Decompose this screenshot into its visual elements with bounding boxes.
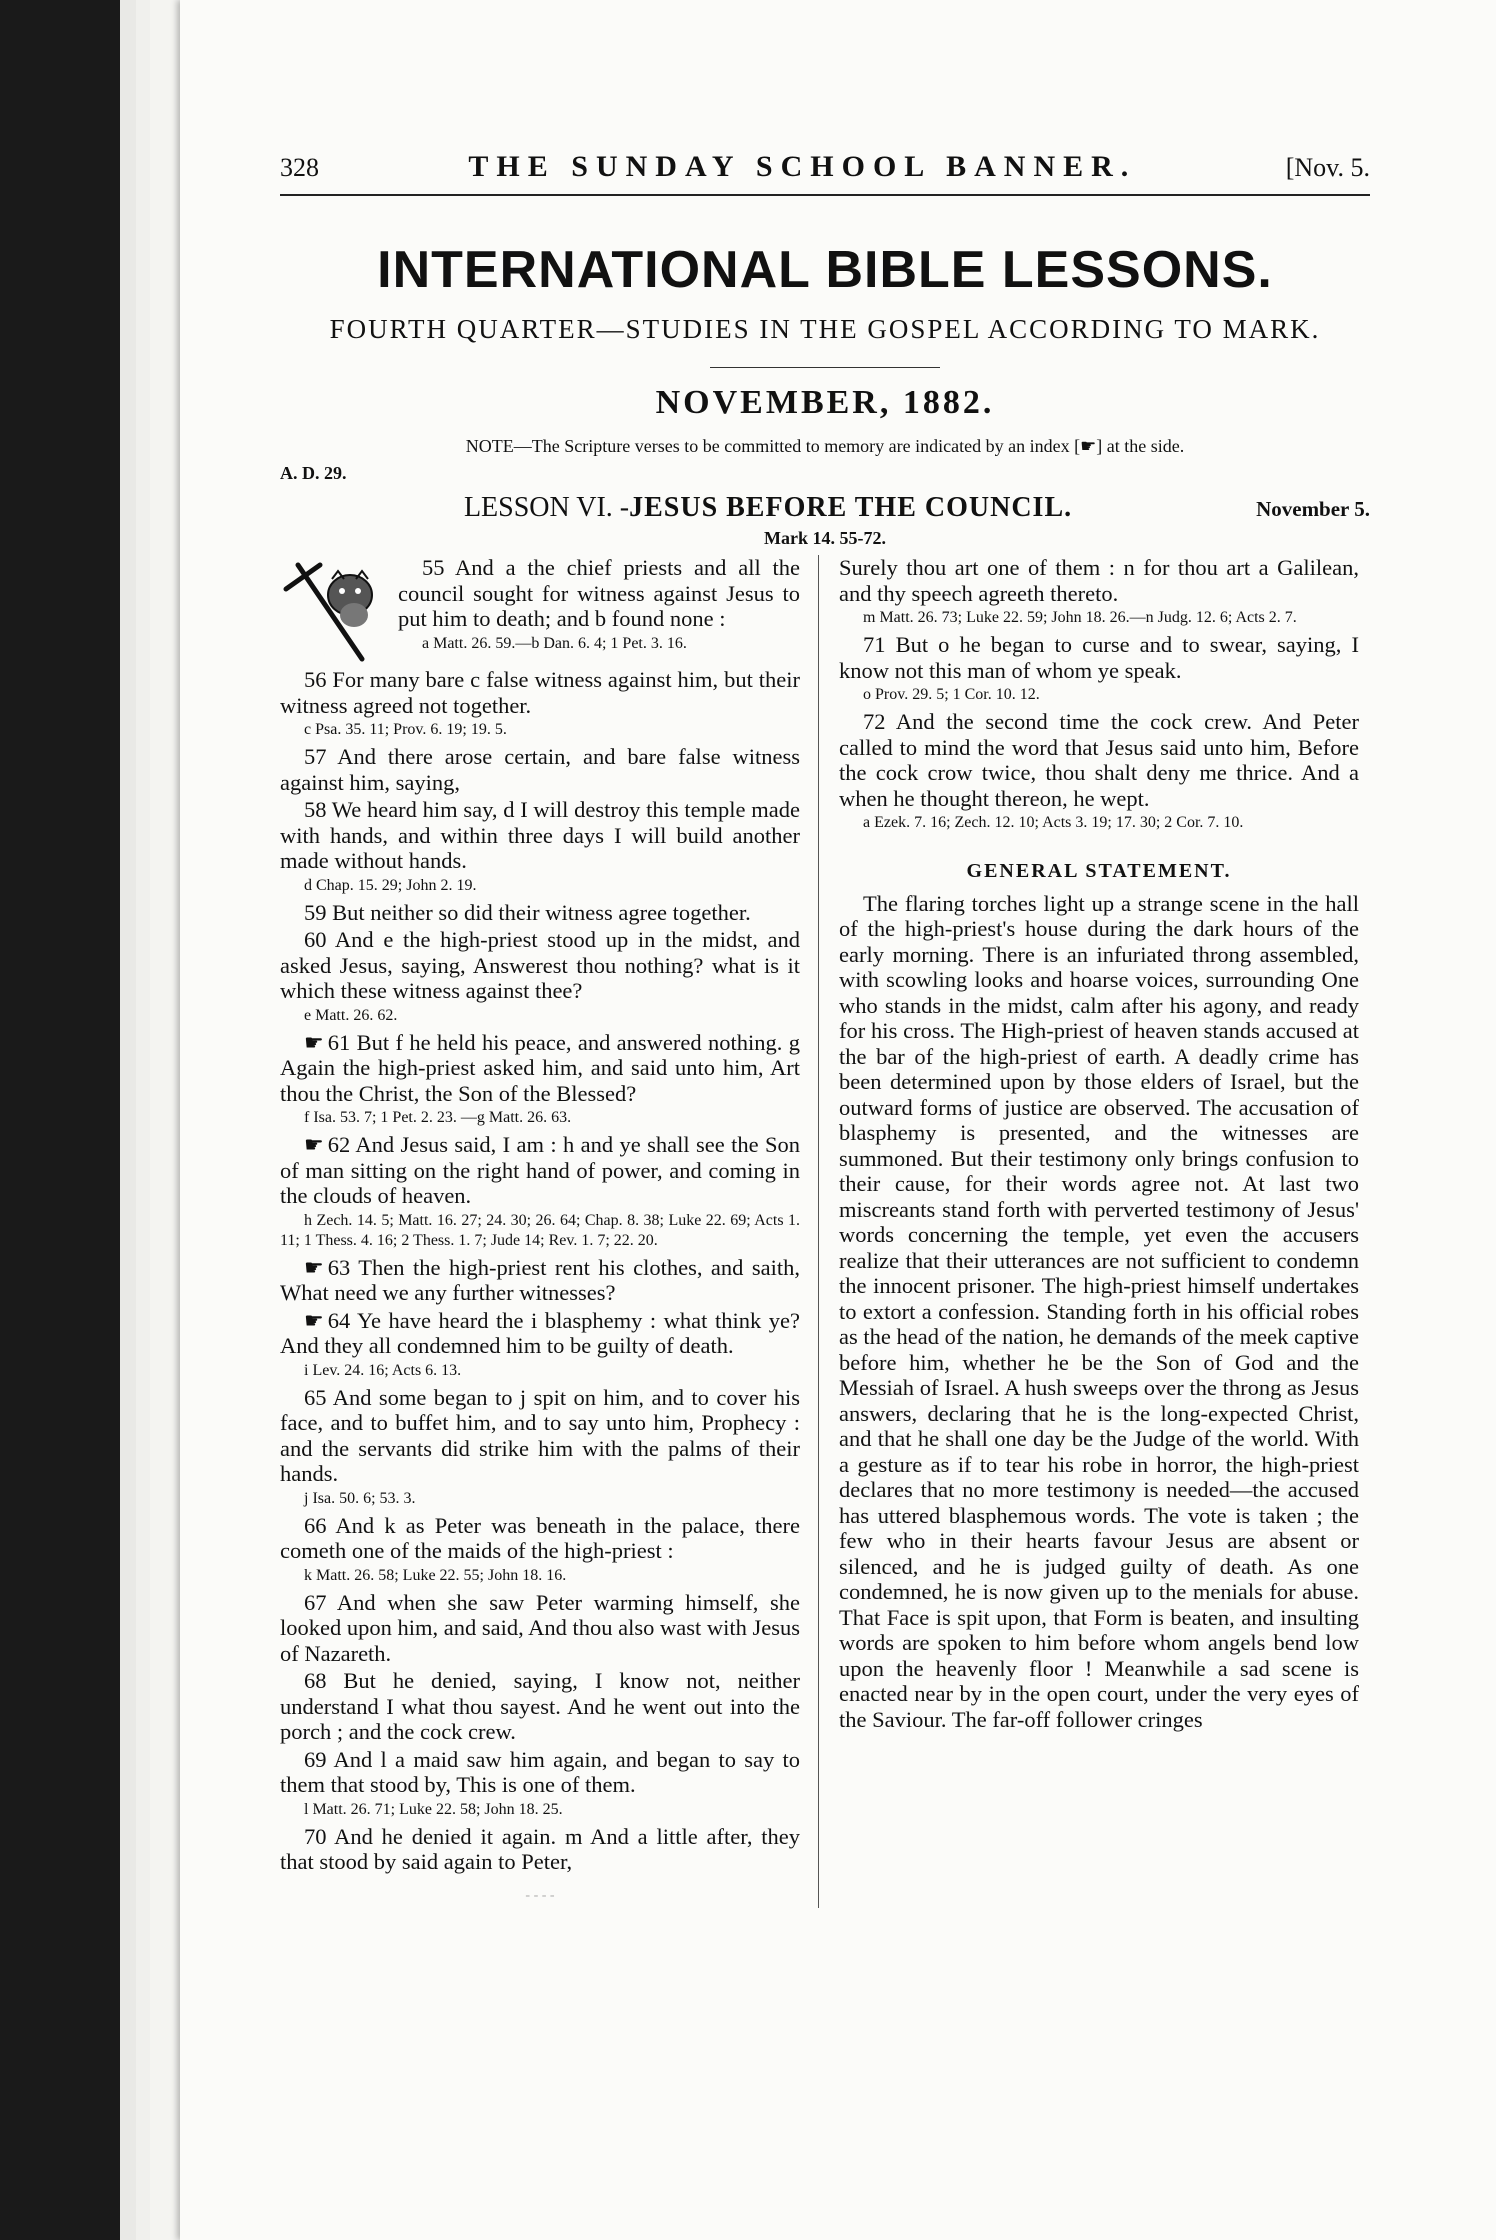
verse-72: 72 And the second time the cock crew. And Peter called to mind the word that Jesus said unto him, Before the cock crow twice, thou shalt deny me thrice. And a when he thought thereon, he wept. <box>839 709 1359 811</box>
cross-reference: l Matt. 26. 71; Luke 22. 58; John 18. 25. <box>304 1800 563 1818</box>
pointing-hand-icon: ☛ <box>304 1307 324 1333</box>
issue-date: [Nov. 5. <box>1285 153 1370 182</box>
cross-reference: m Matt. 26. 73; Luke 22. 59; John 18. 26.—n Judg. 12. 6; Acts 2. 7. <box>863 609 1297 626</box>
verse-62: ☛ 62 And Jesus said, I am : h and ye shall see the Son of man sitting on the right hand of power, and coming in the clouds of heaven. <box>280 1132 800 1208</box>
two-column-body <box>280 555 1370 1908</box>
verse-71: 71 But o he began to curse and to swear, saying, I know not this man of whom ye speak. <box>839 632 1359 683</box>
book-spread <box>120 0 1460 2240</box>
opening-verse <box>280 555 800 667</box>
verse-68: 68 But he denied, saying, I know not, neither understand I what thou sayest. And he went out into the porch ; and the cock crew. <box>280 1668 800 1744</box>
cross-reference: c Psa. 35. 11; Prov. 6. 19; 19. 5. <box>304 721 507 738</box>
divider <box>710 367 940 368</box>
running-head <box>280 150 1370 196</box>
pointing-hand-icon: ☛ <box>304 1132 324 1157</box>
pointing-hand-icon: ☛ <box>304 1254 324 1280</box>
verse-58: 58 We heard him say, d I will destroy this temple made with hands, and within three days I will build another made without hands. <box>280 797 800 873</box>
verse-57: 57 And there arose certain, and bare false witness against him, saying, <box>280 744 800 795</box>
general-statement: The flaring torches light up a strange scene in the hall of the high-priest's house during the dark hours of the early morning. There is an infuriated throng assembled, with scowling looks and hoarse voices, surrounding One who stands in the midst, calm after his agony, and ready for his cross. The High-priest of heaven stands accused at the bar of the high-priest of earth. A deadly crime has been determined upon by those elders of Israel, but the outward forms of justice are observed. The accusation of blasphemy is presented, and the witnesses are summoned. But their testimony only brings confusion to their cause, for their words agree not. At last two miscreants stand forth with perverted testimony of Jesus' words concerning the temple, yet even the accusers realize that their utterances are not sufficient to condemn the innocent prisoner. The high-priest himself undertakes to extort a confession. Standing forth in his official robes as the head of the nation, he demands of the meek captive before him, whether he be the Son of God and the Messiah of Israel. A hush sweeps over the throng as Jesus answers, declaring that he is the long-expected Christ, and that he shall one day be the Judge of the world. With a gesture as if to tear his robe in horror, the high-priest declares that no more testimony is needed—the accused has uttered blasphemous words. The vote is taken ; the few who in their hearts favour Jesus are absent or silenced, and he is judged guilty of death. As one condemned, he is now given up to the menials for abuse. That Face is spit upon, that Form is beaten, and insulting words are spoken to him before whom angels bend low upon the heavenly floor ! Meanwhile a sad scene is enacted near by in the open court, under the very eyes of the Saviour. The far-off follower cringes <box>839 890 1359 1732</box>
cross-and-lamb-emblem <box>280 555 388 667</box>
verse-70-continued: Surely thou art one of them : n for thou art a Galilean, and thy speech agreeth thereto. <box>839 555 1359 606</box>
lesson-title <box>280 492 1256 524</box>
verse-67: 67 And when she saw Peter warming himself, she looked upon him, and said, And thou also wast with Jesus of Nazareth. <box>280 1589 800 1666</box>
cross-reference: a Matt. 26. 59.—b Dan. 6. 4; 1 Pet. 3. 16. <box>422 634 687 652</box>
subheadline: FOURTH QUARTER—STUDIES IN THE GOSPEL ACCORDING TO MARK. <box>329 314 1321 344</box>
verse-66: 66 And k as Peter was beneath in the palace, there cometh one of the maids of the high-priest : <box>280 1512 800 1563</box>
cross-reference: d Chap. 15. 29; John 2. 19. <box>304 876 477 894</box>
cross-reference: e Matt. 26. 62. <box>304 1006 398 1024</box>
page-number: 328 <box>280 153 319 182</box>
cross-reference: a Ezek. 7. 16; Zech. 12. 10; Acts 3. 19; 17. 30; 2 Cor. 7. 10. <box>863 814 1244 831</box>
era-row <box>280 463 1370 484</box>
pointing-hand-icon: ☛ <box>304 1029 324 1055</box>
section-heading: GENERAL STATEMENT. <box>966 860 1232 882</box>
month-heading: NOVEMBER, 1882. <box>655 384 995 421</box>
ink-mark: - - - - <box>525 1887 555 1903</box>
cross-reference: o Prov. 29. 5; 1 Cor. 10. 12. <box>863 686 1040 703</box>
cross-reference: h Zech. 14. 5; Matt. 16. 27; 24. 30; 26. 64; Chap. 8. 38; Luke 22. 69; Acts 1. 11; 1 Thess. 4. 16; 2 Thess. 1. 7; Jude 14; Rev. 1. 7; 22. 20. <box>280 1211 800 1249</box>
verse-60: 60 And e the high-priest stood up in the midst, and asked Jesus, saying, Answerest thou nothing? what is it which these witness against thee? <box>280 927 800 1003</box>
lesson-heading <box>280 492 1370 524</box>
verse-63: ☛ 63 Then the high-priest rent his clothes, and saith, What need we any further witnesses? <box>280 1254 800 1305</box>
lesson-date: November 5. <box>1256 497 1370 521</box>
verse-64: ☛ 64 Ye have heard the i blasphemy : what think ye? And they all condemned him to be guilty of death. <box>280 1307 800 1358</box>
verse-59: 59 But neither so did their witness agree together. <box>304 899 751 925</box>
verse-70: 70 And he denied it again. m And a little after, they that stood by said again to Peter, <box>280 1823 800 1874</box>
cross-reference: f Isa. 53. 7; 1 Pet. 2. 23. —g Matt. 26. 63. <box>304 1109 572 1126</box>
verse-61: ☛ 61 But f he held his peace, and answered nothing. g Again the high-priest asked him, and said unto him, Art thou the Christ, the Son of the Blessed? <box>280 1029 800 1106</box>
era-date: A. D. 29. <box>280 463 347 483</box>
cross-reference: j Isa. 50. 6; 53. 3. <box>304 1489 416 1507</box>
page-content <box>280 150 1370 1908</box>
headline: INTERNATIONAL BIBLE LESSONS. <box>377 241 1273 299</box>
cross-reference: i Lev. 24. 16; Acts 6. 13. <box>304 1361 462 1379</box>
lesson-number: LESSON VI. - <box>463 492 630 523</box>
verse-56: 56 For many bare c false witness against him, but their witness agreed not together. <box>280 667 800 718</box>
memory-note: NOTE—The Scripture verses to be committed to memory are indicated by an index [☛] at the side. <box>465 436 1185 456</box>
page <box>180 0 1496 2240</box>
publication-title: THE SUNDAY SCHOOL BANNER. <box>468 150 1137 183</box>
lesson-reference: Mark 14. 55-72. <box>764 528 886 548</box>
left-column <box>280 555 818 1908</box>
verse-69: 69 And l a maid saw him again, and began to say to them that stood by, This is one of them. <box>280 1746 800 1797</box>
verse-65: 65 And some began to j spit on him, and to cover his face, and to buffet him, and to say unto him, Prophecy : and the servants did strike him with the palms of their hands. <box>280 1384 800 1486</box>
lesson-name: JESUS BEFORE THE COUNCIL. <box>629 492 1073 523</box>
right-column <box>818 555 1359 1908</box>
cross-reference: k Matt. 26. 58; Luke 22. 55; John 18. 16. <box>304 1566 567 1584</box>
verse-55: 55 And a the chief priests and all the council sought for witness against Jesus to put him to death; and b found none : <box>398 555 800 631</box>
